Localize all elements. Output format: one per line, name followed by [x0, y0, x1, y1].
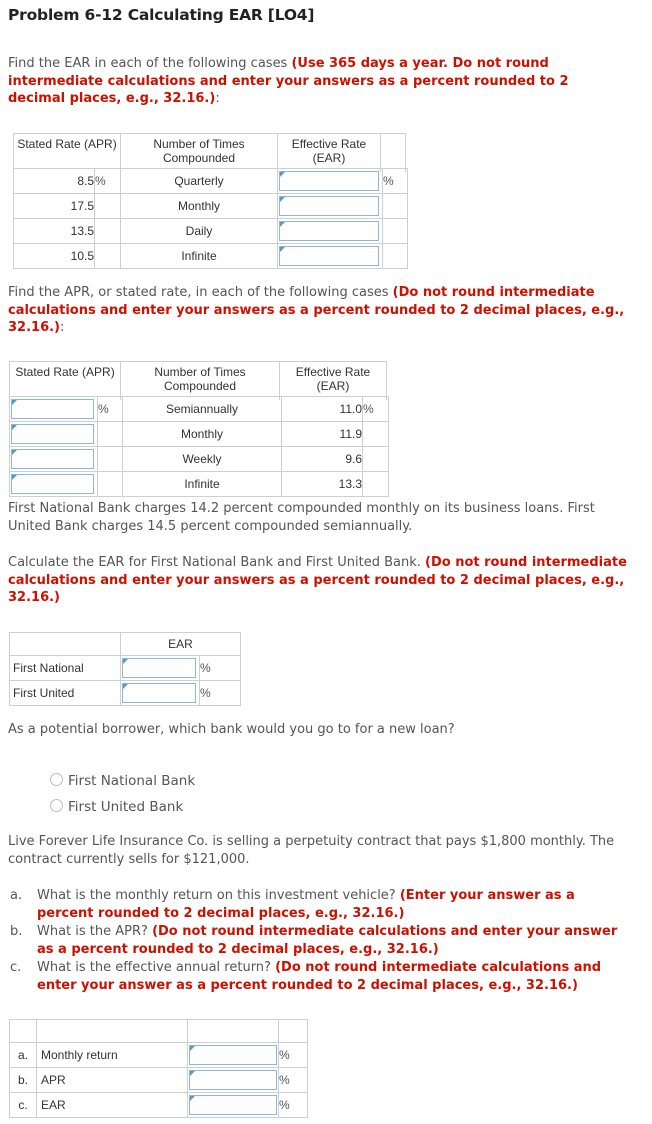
answer-letter: b.: [10, 1068, 37, 1093]
answer-label: Monthly return: [37, 1043, 188, 1068]
ear-table-header-ear: Effective Rate (EAR): [278, 134, 381, 173]
apr-input-semiannually[interactable]: [11, 399, 94, 419]
apr-value: 17.5: [14, 194, 95, 219]
perpetuity-statement: Live Forever Life Insurance Co. is selling a perpetuity contract that pays $1,800 monthly. The contract currently sells for $121,000.: [8, 834, 615, 867]
list-item: [10, 959, 632, 994]
apr-input-monthly[interactable]: [11, 424, 94, 444]
ear-input-monthly[interactable]: [279, 196, 379, 216]
item-instruction: (Do not round intermediate calculations and enter your answer as a percent rounded to 2 decimal places, e.g., 32.16.): [37, 960, 602, 993]
apr-unit: [98, 447, 123, 472]
apr-table-header-apr: Stated Rate (APR): [10, 362, 121, 401]
radio-option-first-national[interactable]: [50, 773, 195, 789]
apr-unit: [95, 219, 121, 244]
ear-answer-input[interactable]: [189, 1095, 277, 1115]
answer-letter: c.: [10, 1093, 37, 1118]
table-row: [10, 397, 389, 422]
item-instruction: (Do not round intermediate calculations and enter your answer as a percent rounded to 2 decimal places, e.g., 32.16.): [37, 924, 618, 957]
compounding-frequency: Quarterly: [121, 169, 278, 194]
ear-unit: %: [200, 681, 241, 706]
section1-instructions: [8, 55, 630, 108]
section3-instructions: [8, 554, 630, 607]
apr-unit: [98, 422, 123, 447]
section3-intro: Calculate the EAR for First National Bank and First United Bank.: [8, 555, 426, 570]
radio-option-first-united[interactable]: [50, 799, 183, 815]
first-national-ear-input[interactable]: [122, 658, 196, 678]
answer-unit: %: [279, 1093, 308, 1118]
radio-label: First National Bank: [68, 773, 196, 789]
perpetuity-answer-table: [9, 1019, 308, 1118]
section1-rounding-note: (Use 365 days a year. Do not round intermediate calculations and enter your answers as a percent rounded to 2 decimal places, e.g., 32.16.): [8, 56, 569, 106]
answer-table-corner: [10, 1020, 37, 1043]
apr-unit: [95, 244, 121, 269]
compounding-frequency: Infinite: [123, 472, 282, 497]
ear-unit: %: [363, 397, 389, 422]
compounding-frequency: Monthly: [123, 422, 282, 447]
answer-letter: a.: [10, 1043, 37, 1068]
ear-value: 13.3: [282, 472, 363, 497]
ear-table-body: [13, 168, 408, 269]
ear-table-header-compounded: Number of Times Compounded: [121, 134, 278, 173]
ear-table: [13, 133, 406, 172]
compounding-frequency: Weekly: [123, 447, 282, 472]
compounding-frequency: Daily: [121, 219, 278, 244]
item-question: What is the effective annual return?: [37, 960, 276, 975]
table-row: [10, 447, 389, 472]
borrower-question: As a potential borrower, which bank would you go to for a new loan?: [8, 722, 455, 737]
answer-table-header-blank: [37, 1020, 188, 1043]
section1-tail: :: [215, 91, 220, 106]
answer-unit: %: [279, 1068, 308, 1093]
radio-label: First United Bank: [68, 799, 184, 815]
ear-input-infinite[interactable]: [279, 246, 379, 266]
bank-statement: First National Bank charges 14.2 percent compounded monthly on its business loans. First United Bank charges 14.5 percent compounded semiannually.: [8, 501, 595, 534]
table-row: [14, 169, 408, 194]
ear-input-quarterly[interactable]: [279, 171, 379, 191]
ear-input-daily[interactable]: [279, 221, 379, 241]
section3-rounding-note: (Do not round intermediate calculations and enter your answers as a percent rounded to 2 decimal places, e.g., 32.16.): [8, 555, 627, 605]
apr-answer-input[interactable]: [189, 1070, 277, 1090]
bank-table-corner: [10, 633, 121, 656]
answer-label: APR: [37, 1068, 188, 1093]
answer-table-header-blank: [188, 1020, 279, 1043]
ear-table-header-blank: [381, 134, 406, 173]
answer-label: EAR: [37, 1093, 188, 1118]
bank-label: First National: [10, 656, 121, 681]
section2-instructions: [8, 284, 630, 337]
item-question: What is the monthly return on this investment vehicle?: [37, 888, 400, 903]
apr-input-infinite[interactable]: [11, 474, 94, 494]
compounding-frequency: Monthly: [121, 194, 278, 219]
ear-unit: [363, 472, 389, 497]
list-item: [10, 923, 632, 958]
ear-value: 11.9: [282, 422, 363, 447]
apr-table-body: [9, 396, 389, 497]
answer-table-header-blank: [279, 1020, 308, 1043]
item-letter: c.: [10, 960, 22, 975]
apr-unit: [98, 472, 123, 497]
apr-table-header-compounded: Number of Times Compounded: [121, 362, 280, 401]
item-instruction: (Enter your answer as a percent rounded to 2 decimal places, e.g., 32.16.): [37, 888, 575, 921]
ear-unit: [363, 422, 389, 447]
ear-value: 11.0: [282, 397, 363, 422]
apr-unit: [95, 194, 121, 219]
table-row: [10, 422, 389, 447]
ear-unit: [383, 244, 408, 269]
radio-circle-icon[interactable]: [50, 773, 63, 786]
ear-unit: [383, 219, 408, 244]
apr-unit: %: [95, 169, 121, 194]
apr-value: 13.5: [14, 219, 95, 244]
ear-unit: %: [200, 656, 241, 681]
table-row: [10, 1068, 308, 1093]
item-letter: b.: [10, 924, 23, 939]
apr-table-header-ear: Effective Rate (EAR): [280, 362, 387, 401]
list-item: [10, 887, 632, 922]
ear-unit: [363, 447, 389, 472]
apr-value: 8.5: [14, 169, 95, 194]
table-row: [14, 244, 408, 269]
apr-value: 10.5: [14, 244, 95, 269]
section2-intro: Find the APR, or stated rate, in each of the following cases: [8, 285, 393, 300]
section2-tail: :: [60, 320, 65, 335]
item-letter: a.: [10, 888, 23, 903]
table-row: [10, 656, 241, 681]
compounding-frequency: Semiannually: [123, 397, 282, 422]
ear-table-header-apr: Stated Rate (APR): [14, 134, 121, 173]
table-row: [10, 1043, 308, 1068]
page-title: Problem 6-12 Calculating EAR [LO4]: [8, 6, 315, 24]
apr-unit: %: [98, 397, 123, 422]
table-row: [10, 1093, 308, 1118]
bank-ear-table: [9, 632, 241, 706]
ear-unit: [383, 194, 408, 219]
answer-unit: %: [279, 1043, 308, 1068]
table-row: [14, 219, 408, 244]
item-question: What is the APR?: [37, 924, 153, 939]
apr-input-weekly[interactable]: [11, 449, 94, 469]
table-row: [10, 681, 241, 706]
table-row: [14, 194, 408, 219]
bank-label: First United: [10, 681, 121, 706]
first-united-ear-input[interactable]: [122, 683, 196, 703]
monthly-return-input[interactable]: [189, 1045, 277, 1065]
bank-table-header-ear: EAR: [121, 633, 241, 656]
section1-intro: Find the EAR in each of the following cases: [8, 56, 292, 71]
table-row: [10, 472, 389, 497]
apr-table: [9, 361, 387, 400]
section2-rounding-note: (Do not round intermediate calculations and enter your answers as a percent rounded to 2 decimal places, e.g., 32.16.): [8, 285, 625, 335]
ear-value: 9.6: [282, 447, 363, 472]
radio-circle-icon[interactable]: [50, 799, 63, 812]
ear-unit: %: [383, 169, 408, 194]
compounding-frequency: Infinite: [121, 244, 278, 269]
